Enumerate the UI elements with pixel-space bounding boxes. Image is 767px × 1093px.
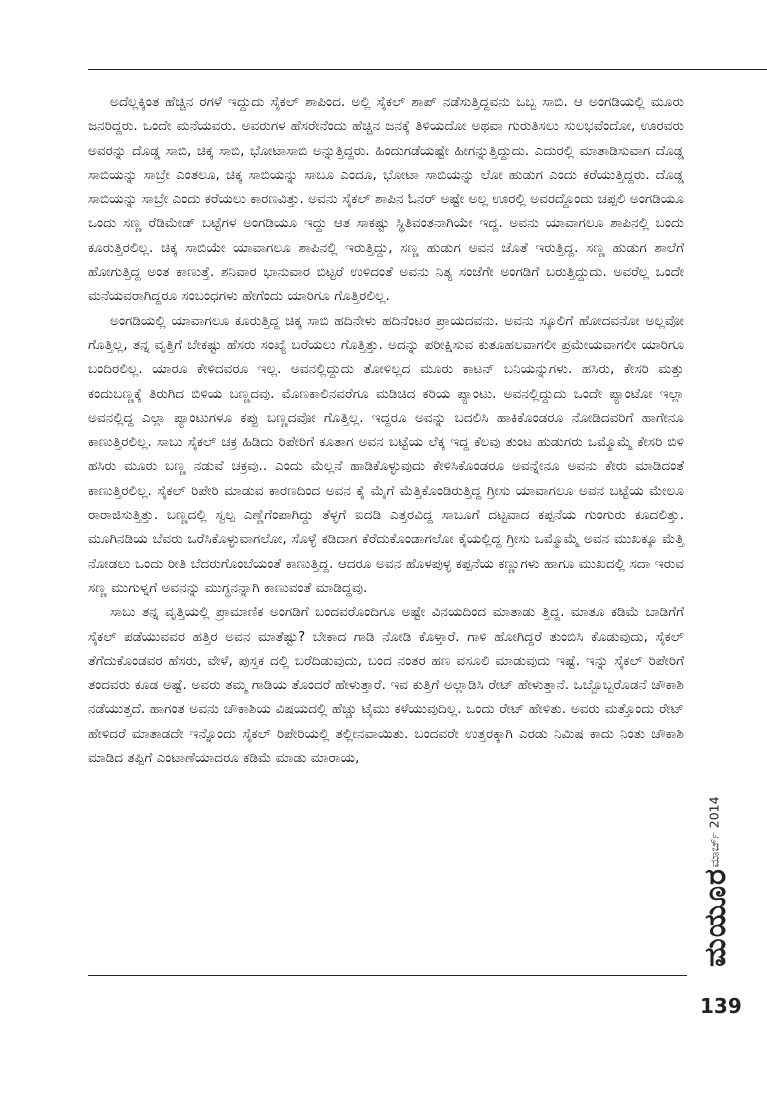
issue-date: ಮಾರ್ಚ್ 2014 — [707, 796, 722, 868]
page-number: 139 — [700, 994, 742, 1018]
header-rule — [88, 69, 767, 70]
magazine-side-tab — [692, 796, 738, 966]
article-body — [88, 90, 684, 770]
footer-rule — [88, 975, 687, 976]
paragraph-3: ಸಾಬು ತನ್ನ ವೃತ್ತಿಯಲ್ಲಿ ಪ್ರಾಮಾಣಿಕ ಅಂಗಡಿಗೆ ಬಂದವರೊಂದಿಗೂ ಅಷ್ಟೇ ವಿನಯದಿಂದ ಮಾತಾಡು ತ್ತಿದ್ದ. ಮಾತೂ ಕಡಿಮೆ ಬಾಡಿಗೆಗೆ ಸೈಕಲ್ ಪಡೆಯುವವರ ಹತ್ತಿರ ಅವನ ಮಾತೆಷ್ಟು? ಬೇಕಾದ ಗಾಡಿ ನೋಡಿ ಕೊಳ್ತಾರೆ. ಗಾಳಿ ಹೋಗಿದ್ದರೆ ತುಂಬಿಸಿ ಕೊಡುವುದು, ಸೈಕಲ್ ತೆಗೆದುಕೊಂಡವರ ಹೆಸರು, ವೇಳೆ, ಪುಸ್ತಕ ದಲ್ಲಿ ಬರೆದಿಡುವುದು, ಬಂದ ನಂತರ ಹಣ ವಸೂಲಿ ಮಾಡುವುದು ಇಷ್ಟೆ. ಇನ್ನು ಸೈಕಲ್ ರಿಪೇರಿಗೆ ತಂದವರು ಕೂಡ ಅಷ್ಟೆ. ಅವರು ತಮ್ಮ ಗಾಡಿಯ ತೊಂದರೆ ಹೇಳುತ್ತಾರೆ. ಇವ ಕುತ್ತಿಗೆ ಅಲ್ಲಾಡಿಸಿ ರೇಟ್ ಹೇಳುತ್ತಾನೆ. ಒಬ್ಬೊಬ್ಬರೊಡನೆ ಚೌಕಾಶಿ ನಡೆಯುತ್ತದೆ. ಹಾಗಂತ ಅವನು ಚೌಕಾಶಿಯ ವಿಷಯದಲ್ಲಿ ಹೆಚ್ಚು ಟೈಮು ಕಳೆಯುವುದಿಲ್ಲ. ಒಂದು ರೇಟ್ ಹೇಳಿತು. ಅವರು ಮತ್ತೊಂದು ರೇಟ್ ಹೇಳಿದರೆ ಮಾತಾಡದೇ ಇನ್ನೊಂದು ಸೈಕಲ್ ರಿಪೇರಿಯಲ್ಲಿ ತಲ್ಲೀನವಾಯಿತು. ಬಂದವರೇ ಉತ್ತರಕ್ಕಾಗಿ ಎರಡು ನಿಮಿಷ ಕಾದು ನಿಂತು ಚೌಕಾಶಿ ಮಾಡಿದ ತಪ್ಪಿಗೆ ಎಂಟಾಣೆಯಾದರೂ ಕಡಿಮೆ ಮಾಡು ಮಾರಾಯ, — [88, 604, 684, 767]
paragraph-2: ಅಂಗಡಿಯಲ್ಲಿ ಯಾವಾಗಲೂ ಕೂರುತ್ತಿದ್ದ ಚಿಕ್ಕ ಸಾಬಿ ಹದಿನೇಳು ಹದಿನೆಂಟರ ಪ್ರಾಯದವನು. ಅವನು ಸ್ಕೂಲಿಗೆ ಹೋದವನೋ ಅಲ್ಲವೋ ಗೊತ್ತಿಲ್ಲ, ತನ್ನ ವೃತ್ತಿಗೆ ಬೇಕಷ್ಟು ಹೆಸರು ಸಂಖ್ಯೆ ಬರೆಯಲು ಗೊತ್ತಿತ್ತು. ಅದನ್ನು ಪರೀಕ್ಷಿಸುವ ಕುತೂಹಲವಾಗಲೀ ಪ್ರಮೇಯವಾಗಲೀ ಯಾರಿಗೂ ಬಂದಿರಲಿಲ್ಲ. ಯಾರೂ ಕೇಳಿದವರೂ ಇಲ್ಲ. ಅವನಲ್ಲಿದ್ದುದು ತೋಳಿಲ್ಲದ ಮೂರು ಕಾಟನ್ ಬನಿಯನ್ನುಗಳು. ಹಸಿರು, ಕೇಸರಿ ಮತ್ತು ಕಂದುಬಣ್ಣಕ್ಕೆ ತಿರುಗಿದ ಬಿಳಿಯ ಬಣ್ಣದವು. ಮೊಣಕಾಲಿನವರೆಗೂ ಮಡಿಚಿದ ಕರಿಯ ಪ್ಯಾಂಟು. ಅವನಲ್ಲಿದ್ದುದು ಒಂದೇ ಪ್ಯಾಂಟೋ ಇಲ್ಲಾ ಅವನಲ್ಲಿದ್ದ ಎಲ್ಲಾ ಪ್ಯಾಂಟುಗಳೂ ಕಪ್ಪು ಬಣ್ಣದವೋ ಗೊತ್ತಿಲ್ಲ. ಇದ್ದರೂ ಅವನ್ನು ಬದಲಿಸಿ ಹಾಕಿಕೊಂಡರೂ ನೋಡಿದವರಿಗೆ ಹಾಗೇನೂ ಕಾಣುತ್ತಿರಲಿಲ್ಲ. ಸಾಬು ಸೈಕಲ್ ಚಕ್ರ ಹಿಡಿದು ರಿಪೇರಿಗೆ ಕೂತಾಗ ಅವನ ಬಟ್ಟೆಯ ಲೆಕ್ಕ ಇದ್ದ ಕೆಲವು ತುಂಟ ಹುಡುಗರು ಒಮ್ಮೊಮ್ಮೆ ಕೇಸರಿ ಬಿಳಿ ಹಸಿರು ಮೂರು ಬಣ್ಣ ನಡುವೆ ಚಕ್ರವು.. ಎಂದು ಮೆಲ್ಲನೆ ಹಾಡಿಕೊಳ್ಳುವುದು ಕೇಳಿಸಿಕೊಂಡರೂ ಅವನ್ನೇನೂ ಅವನು ಕೇರು ಮಾಡಿದಂತೆ ಕಾಣುತ್ತಿರಲಿಲ್ಲ. ಸೈಕಲ್ ರಿಪೇರಿ ಮಾಡುವ ಕಾರಣದಿಂದ ಅವನ ಕೈ ಮೈಗೆ ಮೆತ್ತಿಕೊಂಡಿರುತ್ತಿದ್ದ ಗ್ರೀಸು ಯಾವಾಗಲೂ ಅವನ ಬಟ್ಟೆಯ ಮೇಲೂ ರಾರಾಜಿಸುತ್ತಿತ್ತು. ಬಣ್ಣದಲ್ಲಿ ಸ್ವಲ್ಪ ಎಣ್ಣೆಗೆಂಪಾಗಿದ್ದು ತೆಳ್ಳಗೆ ಐದಡಿ ಎತ್ತರವಿದ್ದ ಸಾಬೂಗೆ ದಟ್ಟವಾದ ಕಪ್ಪನೆಯ ಗುಂಗುರು ಕೂದಲಿತ್ತು. ಮೂಗಿನಡಿಯ ಬೆವರು ಒರೆಸಿಕೊಳ್ಳುವಾಗಲೋ, ಸೊಳ್ಳೆ ಕಡಿದಾಗ ಕೆರೆದುಕೊಂಡಾಗಲೋ ಕೈಯಲ್ಲಿದ್ದ ಗ್ರೀಸು ಒಮ್ಮೊಮ್ಮೆ ಅವನ ಮುಖಕ್ಕೂ ಮೆತ್ತಿ ನೋಡಲು ಒಂದು ರೀತಿ ಬೆದರುಗೊಂಬೆಯಂತೆ ಕಾಣುತ್ತಿದ್ದ. ಆದರೂ ಅವನ ಹೊಳಪುಳ್ಳ ಕಪ್ಪನೆಯ ಕಣ್ಣುಗಳು ಹಾಗೂ ಮುಖದಲ್ಲಿ ಸದಾ ಇರುವ ಸಣ್ಣ ಮುಗುಳ್ನಗೆ ಅವನನ್ನು ಮುಗ್ಧನನ್ನಾಗಿ ಕಾಣುವಂತೆ ಮಾಡಿದ್ದವು. — [88, 312, 685, 596]
paragraph-1: ಅದೆಲ್ಲಕ್ಕಿಂತ ಹೆಚ್ಚಿನ ರಗಳೆ ಇದ್ದುದು ಸೈಕಲ್ ಶಾಪಿಂದ. ಅಲ್ಲಿ ಸೈಕಲ್ ಶಾಪ್ ನಡೆಸುತ್ತಿದ್ದವನು ಒಬ್ಬ ಸಾಬಿ. ಆ ಅಂಗಡಿಯಲ್ಲಿ ಮೂರು ಜನರಿದ್ದರು. ಒಂದೇ ಮನೆಯವರು. ಅವರುಗಳ ಹೆಸರೇನೆಂದು ಹೆಚ್ಚಿನ ಜನಕ್ಕೆ ತಿಳಿಯದೋ ಅಥವಾ ಗುರುತಿಸಲು ಸುಲಭವೆಂದೋ, ಊರವರು ಅವರನ್ನು ದೊಡ್ಡ ಸಾಬಿ, ಚಿಕ್ಕ ಸಾಬಿ, ಭೋಟಾಸಾಬಿ ಅನ್ನುತ್ತಿದ್ದರು. ಹಿಂದುಗಡೆಯಷ್ಟೇ ಹೀಗನ್ನುತ್ತಿದ್ದುದು. ಎದುರಲ್ಲಿ ಮಾತಾಡಿಸುವಾಗ ದೊಡ್ಡ ಸಾಬಿಯನ್ನು ಸಾಬ್ರೇ ಎಂತಲೂ, ಚಿಕ್ಕ ಸಾಬಿಯನ್ನು ಸಾಬೂ ಎಂದೂ, ಭೋಟಾ ಸಾಬಿಯನ್ನು ಲೋ ಹುಡುಗ ಎಂದು ಕರೆಯುತ್ತಿದ್ದರು. ದೊಡ್ಡ ಸಾಬಿಯನ್ನು ಸಾಬ್ರೇ ಎಂದು ಕರೆಯಲು ಕಾರಣವಿತ್ತು. ಅವನು ಸೈಕಲ್ ಶಾಪಿನ ಓನರ್ ಅಷ್ಟೇ ಅಲ್ಲ ಊರಲ್ಲಿ ಅವರದ್ದೊಂದು ಚಪ್ಪಲಿ ಅಂಗಡಿಯೂ ಒಂದು ಸಣ್ಣ ರೆಡಿಮೇಡ್ ಬಟ್ಟೆಗಳ ಅಂಗಡಿಯೂ ಇದ್ದು ಆತ ಸಾಕಷ್ಟು ಸ್ಥಿತಿವಂತನಾಗಿಯೇ ಇದ್ದ. ಅವನು ಯಾವಾಗಲೂ ಶಾಪಿನಲ್ಲಿ ಬಂದು ಕೂರುತ್ತಿರಲಿಲ್ಲ. ಚಿಕ್ಕ ಸಾಬಿಯೇ ಯಾವಾಗಲೂ ಶಾಪಿನಲ್ಲಿ ಇರುತ್ತಿದ್ದು, ಸಣ್ಣ ಹುಡುಗ ಅವನ ಜೊತೆ ಇರುತ್ತಿದ್ದ. ಸಣ್ಣ ಹುಡುಗ ಶಾಲೆಗೆ ಹೋಗುತ್ತಿದ್ದ ಅಂತ ಕಾಣುತ್ತೆ. ಶನಿವಾರ ಭಾನುವಾರ ಬಿಟ್ಟರೆ ಉಳಿದಂತೆ ಅವನು ನಿತ್ಯ ಸಂಜೆಗೇ ಅಂಗಡಿಗೆ ಬರುತ್ತಿದ್ದುದು. ಅವರೆಲ್ಲ ಒಂದೇ ಮನೆಯವರಾಗಿದ್ದರೂ ಸಂಬಂಧಗಳು ಹೇಗೆಂದು ಯಾರಿಗೂ ಗೊತ್ತಿರಲಿಲ್ಲ. — [88, 94, 684, 305]
magazine-logo: ಮಯೂರ — [697, 867, 733, 967]
